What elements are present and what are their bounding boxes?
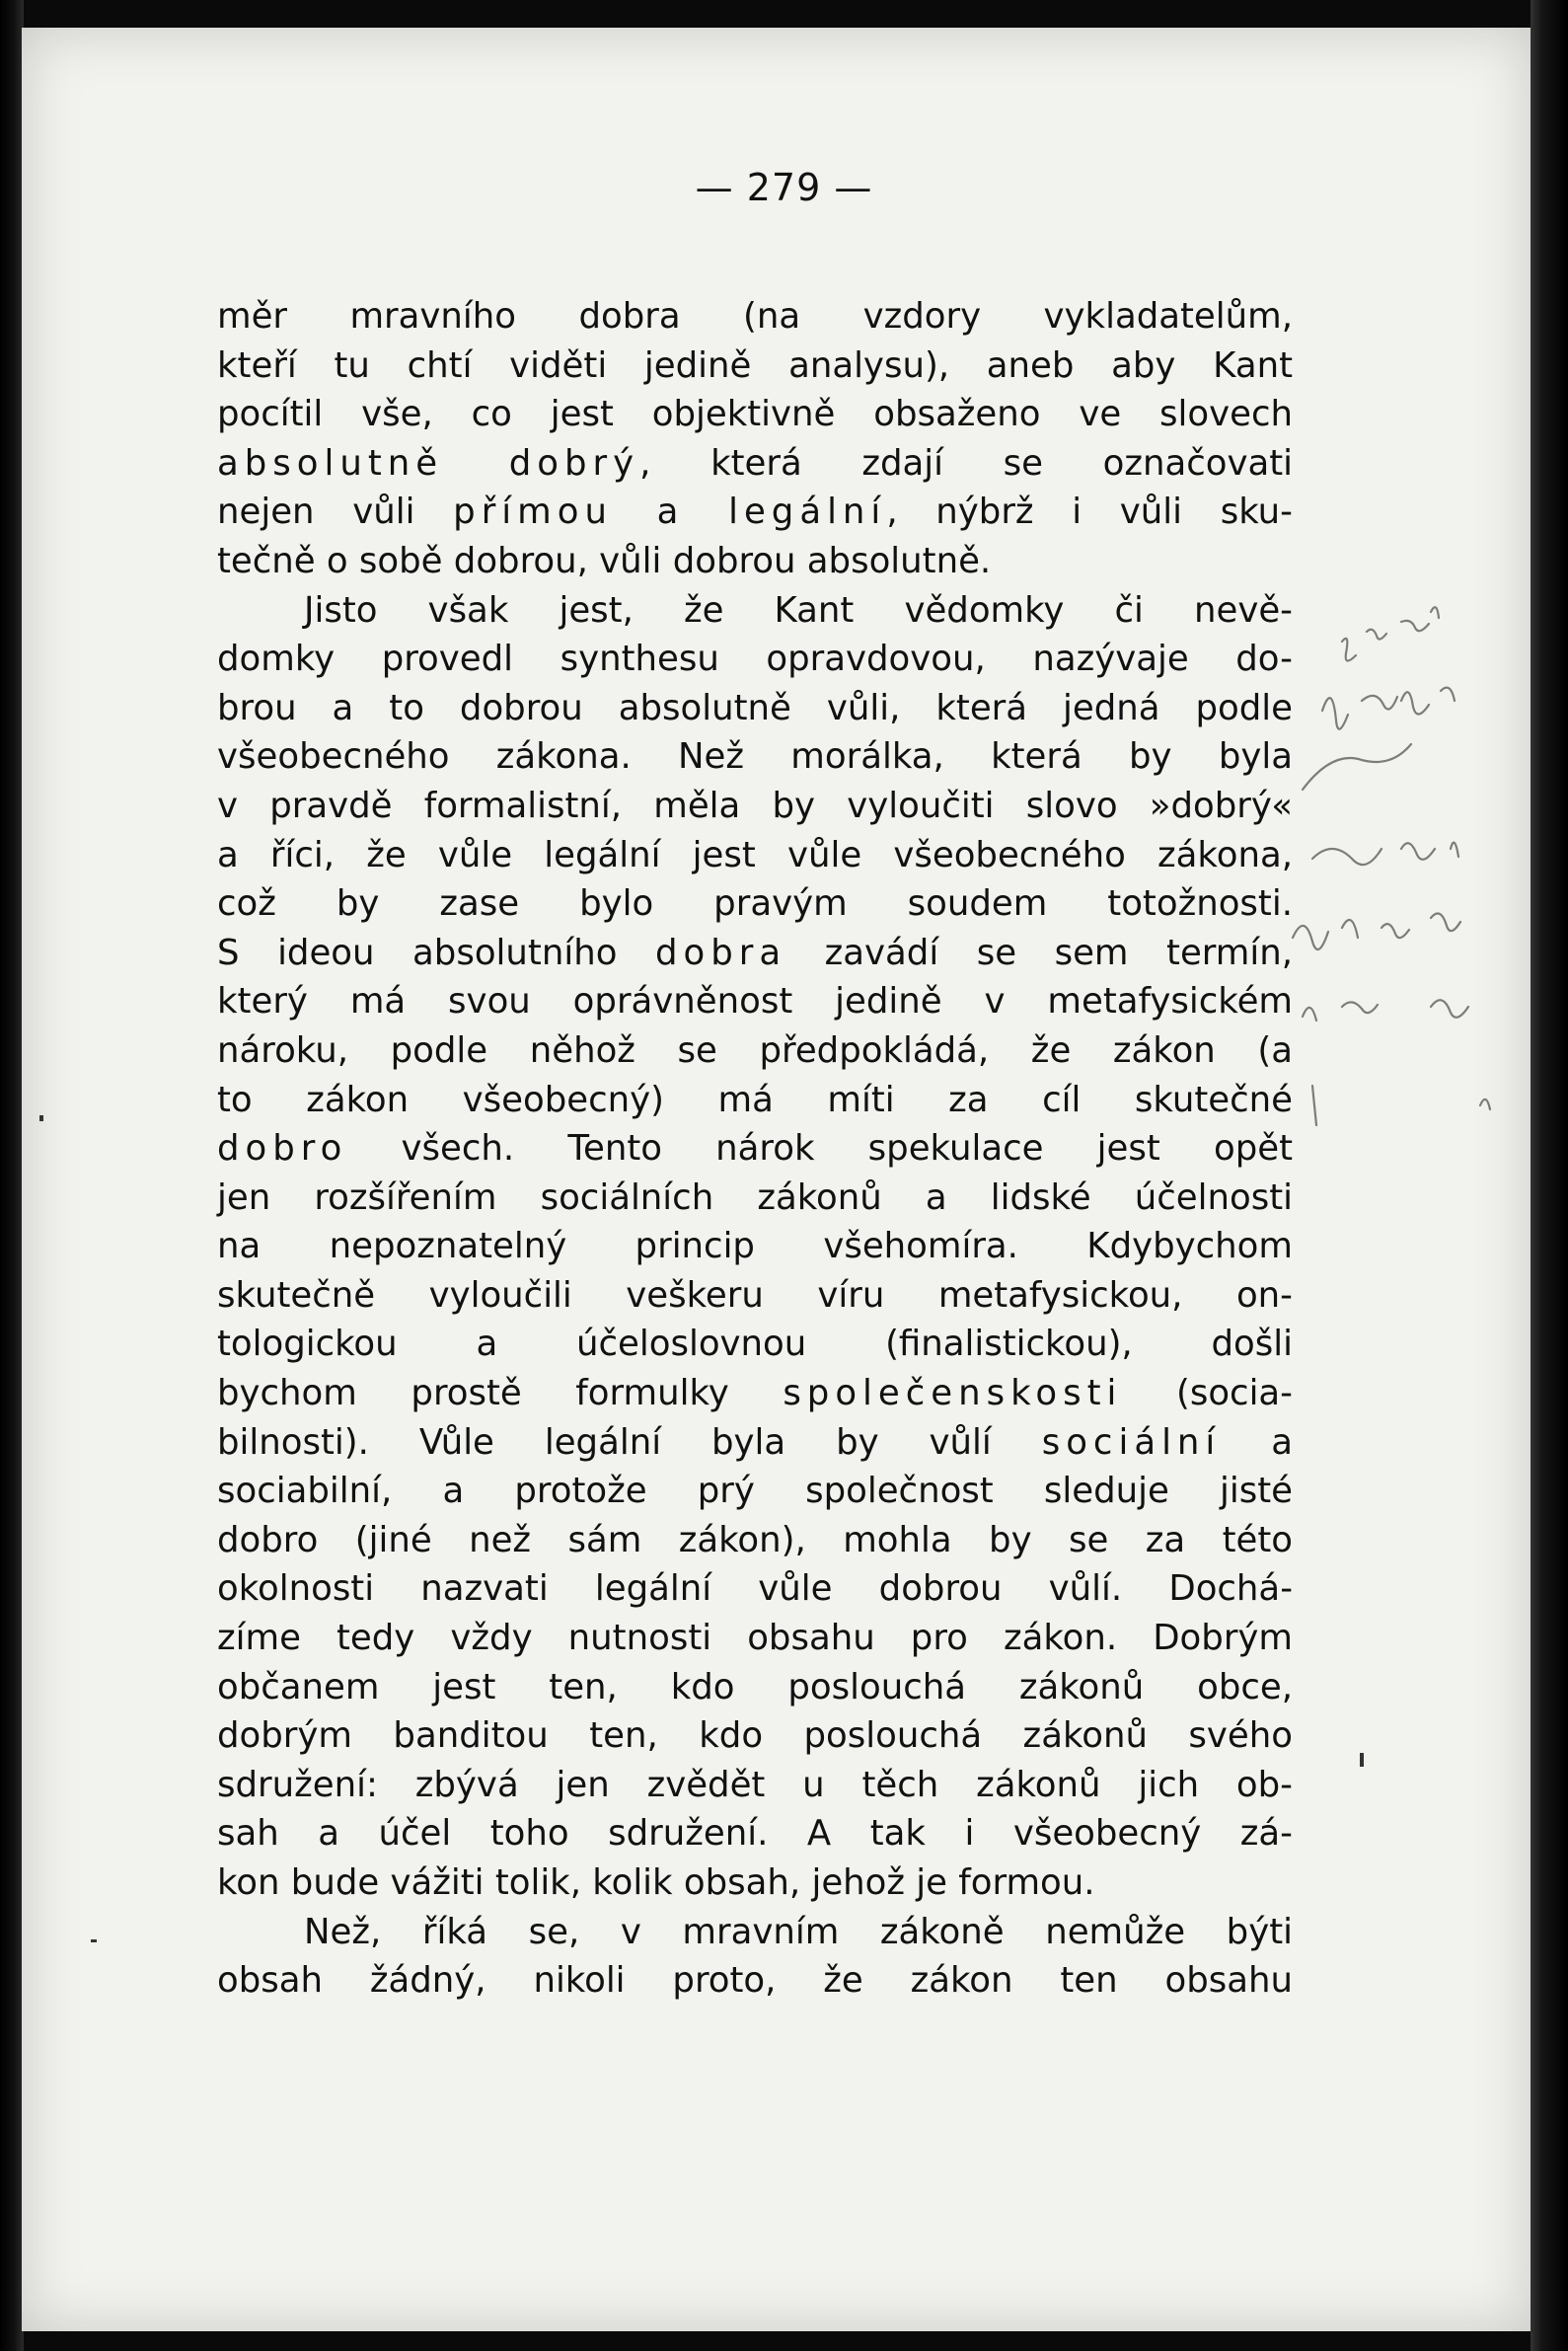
text-line bbox=[217, 1076, 1293, 1125]
text-run: v pravdě formalistní, měla by vyloučiti slovo »dobrý« bbox=[217, 785, 1293, 826]
text-run: měr mravního dobra (na vzdory vykladatelům, bbox=[217, 296, 1293, 337]
text-line bbox=[217, 1809, 1293, 1858]
text-line bbox=[217, 1516, 1293, 1565]
text-run: tečně o sobě dobrou, vůli dobrou absolutně. bbox=[217, 540, 992, 581]
text-run: sdružení: zbývá jen zvědět u těch zákonů jich ob- bbox=[217, 1764, 1293, 1805]
book-spine-shadow bbox=[0, 0, 24, 2351]
margin-mark bbox=[91, 1939, 97, 1942]
text-run: Jisto však jest, že Kant vědomky či nevě- bbox=[304, 589, 1293, 631]
text-line bbox=[217, 684, 1293, 733]
page-edge-shadow bbox=[1531, 0, 1568, 2351]
text-line bbox=[217, 732, 1293, 782]
emphasized-text: absolutně dobrý bbox=[217, 442, 640, 484]
text-run: dobrým banditou ten, kdo poslouchá zákonů svého bbox=[217, 1715, 1293, 1757]
handwritten-marginalia bbox=[1283, 553, 1568, 1145]
text-run: brou a to dobrou absolutně vůli, která jedná podle bbox=[217, 687, 1293, 728]
text-line bbox=[217, 977, 1293, 1026]
text-line bbox=[217, 1124, 1293, 1174]
text-run: pocítil vše, co jest objektivně obsaženo ve slovech bbox=[217, 394, 1293, 435]
text-line bbox=[217, 1761, 1293, 1810]
text-line bbox=[217, 1369, 1293, 1418]
text-run: , která zdají se označovati bbox=[639, 442, 1293, 484]
text-run: zíme tedy vždy nutnosti obsahu pro zákon. Dobrým bbox=[217, 1618, 1293, 1659]
text-run: obsah žádný, nikoli proto, že zákon ten obsahu bbox=[217, 1960, 1293, 2002]
text-line bbox=[217, 1271, 1293, 1321]
text-line bbox=[217, 1908, 1293, 1957]
text-line bbox=[217, 1222, 1293, 1271]
text-line bbox=[217, 439, 1293, 489]
text-line bbox=[217, 1174, 1293, 1223]
body-text bbox=[217, 292, 1293, 2006]
text-run: všech. Tento nárok spekulace jest opět bbox=[347, 1128, 1293, 1170]
emphasized-text: dobro bbox=[217, 1128, 348, 1170]
text-run: nejen vůli bbox=[217, 492, 454, 533]
text-run: a říci, že vůle legální jest vůle všeobecného zákona, bbox=[217, 834, 1293, 875]
text-run: dobro (jiné než sám zákon), mohla by se za této bbox=[217, 1519, 1293, 1560]
text-run: a bbox=[1221, 1421, 1293, 1463]
text-run: tologickou a účeloslovnou (finalistickou), došli bbox=[217, 1324, 1293, 1365]
text-run: okolnosti nazvati legální vůle dobrou vůlí. Dochá- bbox=[217, 1568, 1293, 1610]
text-run: což by zase bylo pravým soudem totožnosti. bbox=[217, 883, 1293, 925]
text-line bbox=[217, 1467, 1293, 1516]
text-line bbox=[217, 879, 1293, 929]
text-run: nároku, podle něhož se předpokládá, že zákon (a bbox=[217, 1029, 1293, 1071]
text-run: na nepoznatelný princip všehomíra. Kdybychom bbox=[217, 1226, 1293, 1267]
text-run: to zákon všeobecný) má míti za cíl skutečné bbox=[217, 1079, 1293, 1120]
text-line bbox=[217, 831, 1293, 880]
text-run: Než, říká se, v mravním zákoně nemůže býti bbox=[304, 1911, 1293, 1952]
text-line bbox=[217, 341, 1293, 391]
text-run: kon bude vážiti tolik, kolik obsah, jehož je formou. bbox=[217, 1862, 1095, 1903]
text-line bbox=[217, 635, 1293, 684]
text-run: občanem jest ten, kdo poslouchá zákonů obce, bbox=[217, 1666, 1293, 1707]
text-line bbox=[217, 1711, 1293, 1761]
margin-mark bbox=[1360, 1753, 1364, 1767]
text-line bbox=[217, 537, 1293, 586]
emphasized-text: dobra bbox=[654, 932, 787, 973]
text-line bbox=[217, 292, 1293, 341]
text-line bbox=[217, 1956, 1293, 2006]
text-line bbox=[217, 1320, 1293, 1369]
text-run: bilnosti). Vůle legální byla by vůlí bbox=[217, 1421, 1042, 1463]
text-run: který má svou oprávněnost jedině v metafysickém bbox=[217, 981, 1293, 1023]
text-line bbox=[217, 390, 1293, 439]
margin-mark bbox=[39, 1115, 43, 1121]
text-run: všeobecného zákona. Než morálka, která by byla bbox=[217, 736, 1293, 778]
emphasized-text: přímou a legální bbox=[453, 492, 887, 533]
emphasized-text: sociální bbox=[1041, 1421, 1222, 1463]
text-line bbox=[217, 488, 1293, 537]
text-run: zavádí se sem termín, bbox=[786, 932, 1293, 973]
text-run: domky provedl synthesu opravdovou, nazývaje do- bbox=[217, 639, 1293, 680]
emphasized-text: společenskosti bbox=[783, 1373, 1123, 1414]
text-run: , nýbrž i vůli sku- bbox=[886, 492, 1293, 533]
page-number: — 279 — bbox=[695, 166, 873, 209]
text-run: bychom prostě formulky bbox=[217, 1373, 784, 1414]
text-line bbox=[217, 929, 1293, 978]
text-run: skutečně vyloučili veškeru víru metafysickou, on- bbox=[217, 1274, 1293, 1316]
text-run: (socia- bbox=[1122, 1373, 1293, 1414]
text-line bbox=[217, 1418, 1293, 1468]
text-run: sociabilní, a protože prý společnost sleduje jisté bbox=[217, 1471, 1293, 1512]
text-run: S ideou absolutního bbox=[217, 932, 655, 973]
text-run: kteří tu chtí viděti jedině analysu), aneb aby Kant bbox=[217, 344, 1293, 386]
text-line bbox=[217, 1026, 1293, 1076]
text-line bbox=[217, 782, 1293, 831]
text-line bbox=[217, 1564, 1293, 1614]
text-line bbox=[217, 1663, 1293, 1712]
text-run: sah a účel toho sdružení. A tak i všeobecný zá- bbox=[217, 1813, 1293, 1855]
text-line bbox=[217, 586, 1293, 636]
text-run: jen rozšířením sociálních zákonů a lidské účelnosti bbox=[217, 1176, 1293, 1218]
text-line bbox=[217, 1858, 1293, 1908]
text-line bbox=[217, 1614, 1293, 1663]
